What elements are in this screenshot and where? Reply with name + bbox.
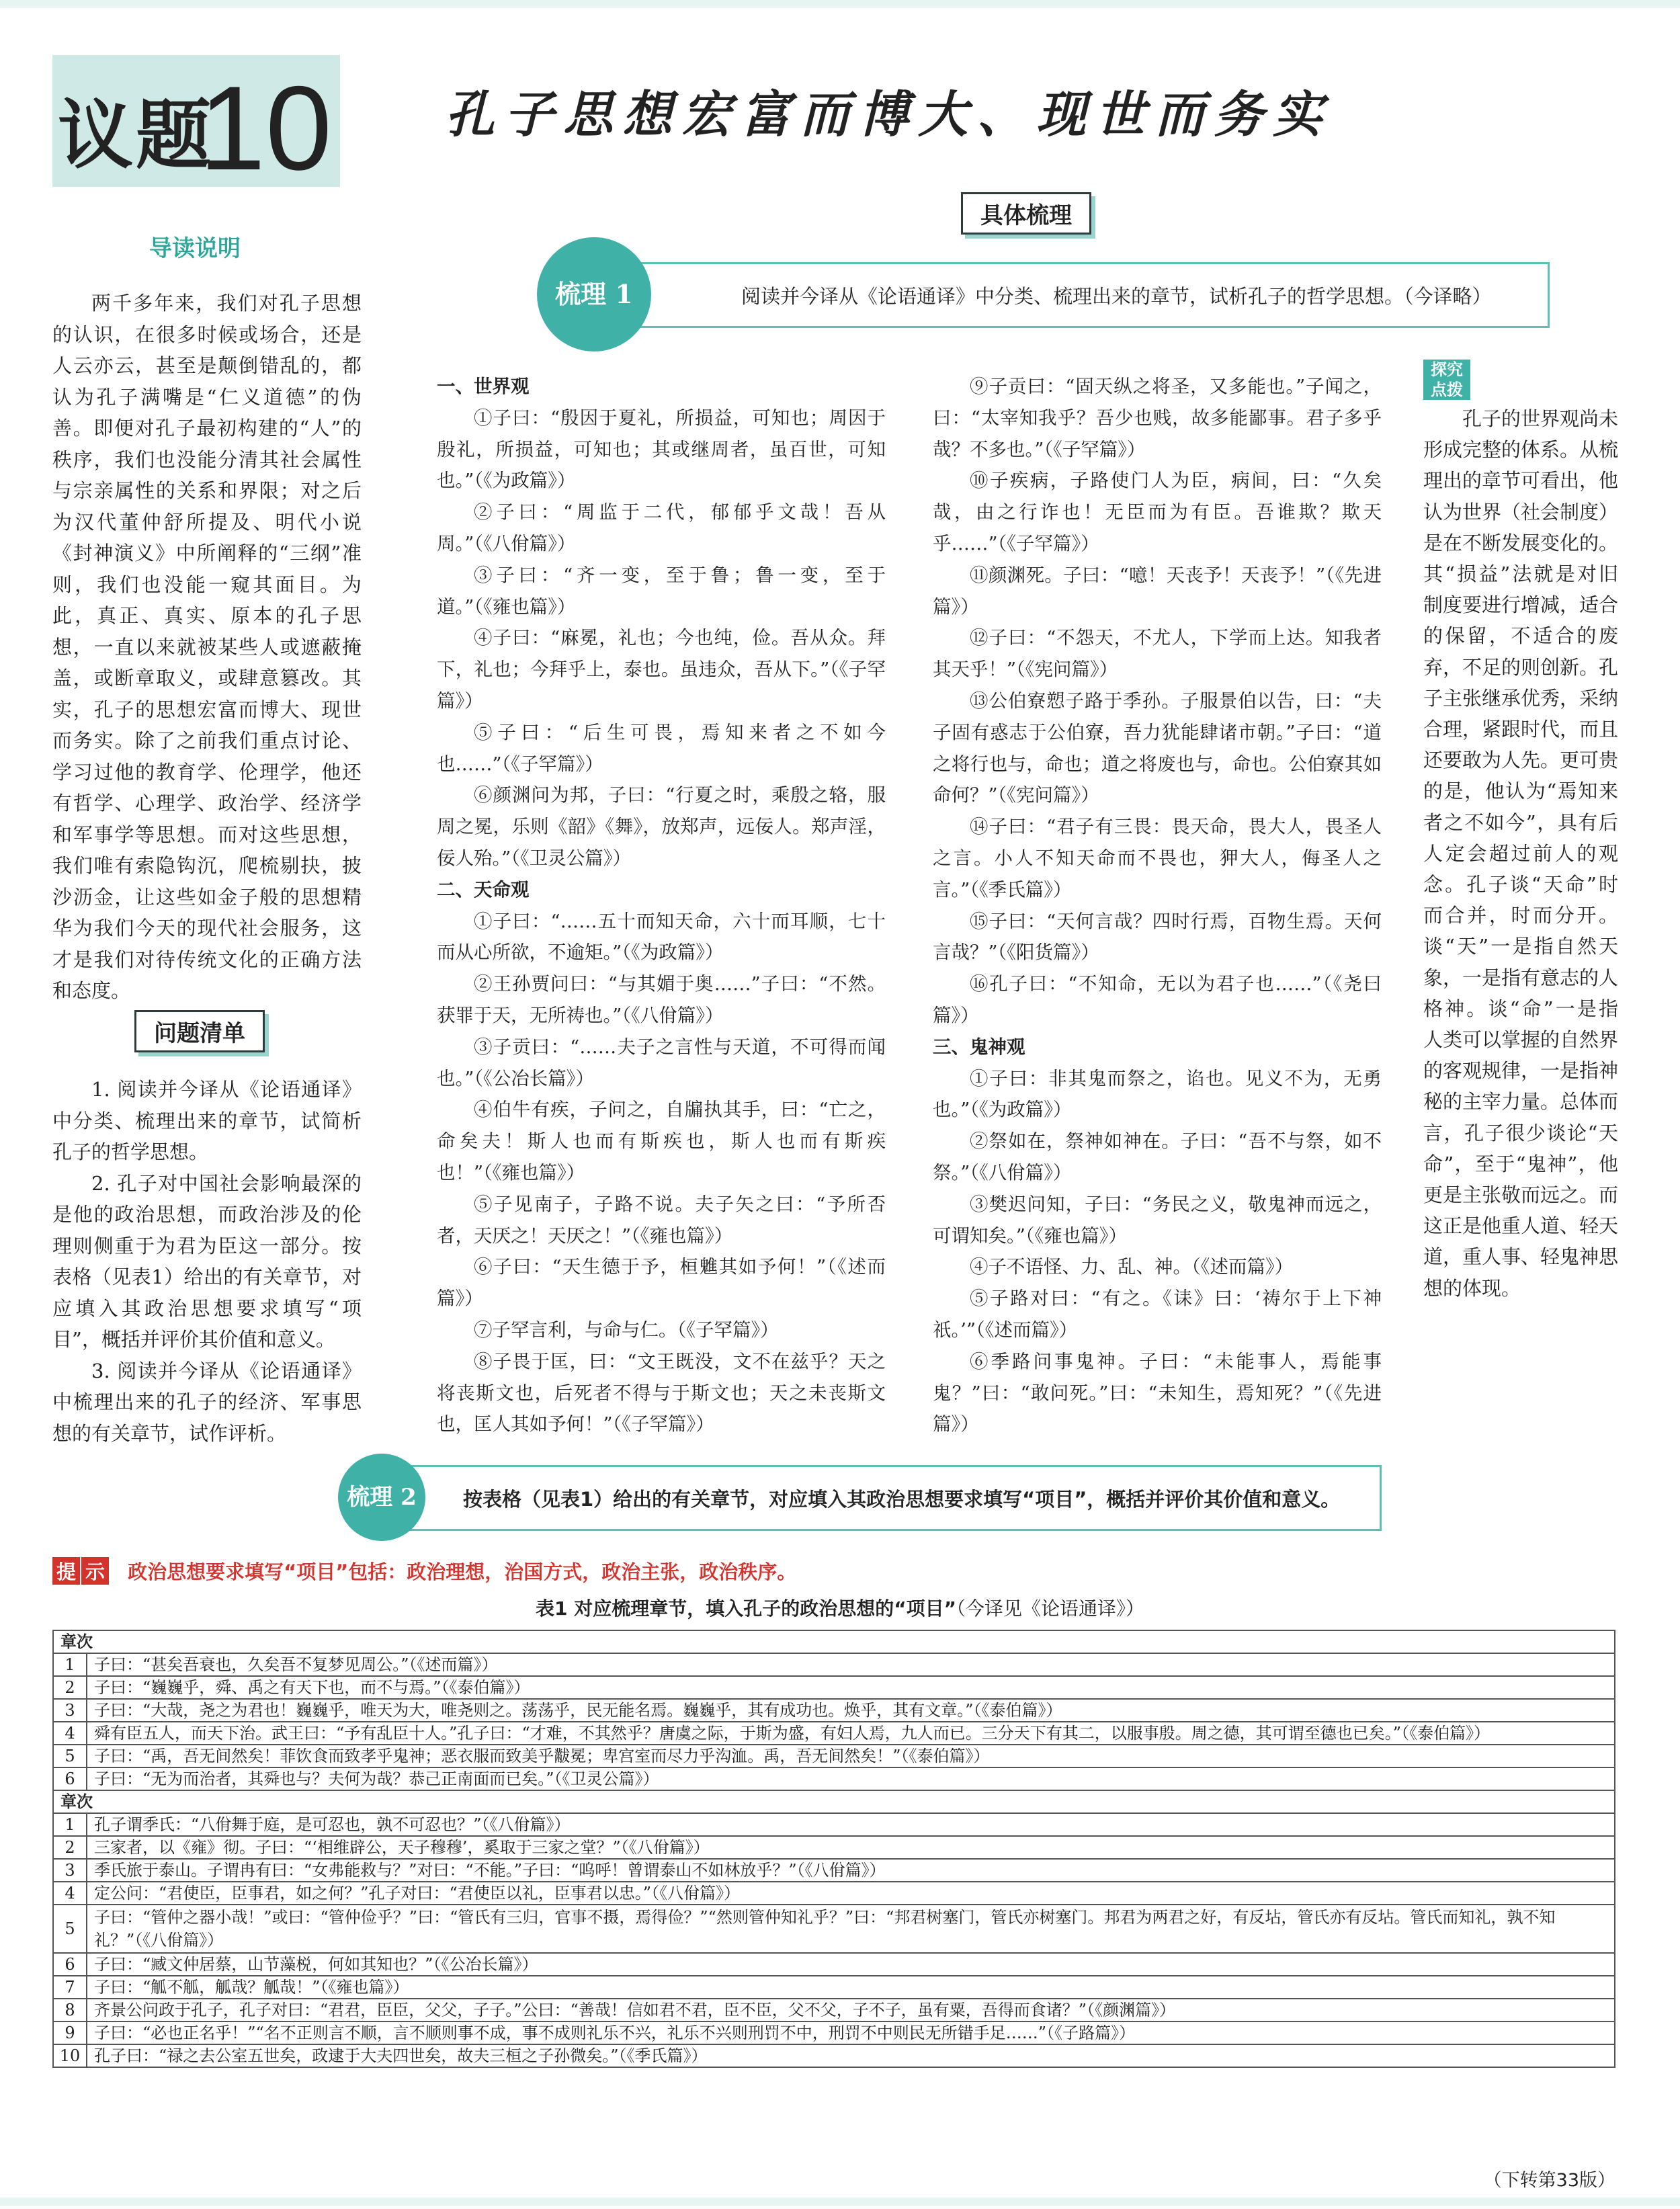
quote-paragraph: ⑥颜渊问为邦，子曰：“行夏之时，乘殷之辂，服周之冕，乐则《韶》《舞》，放郑声，远佞人。郑声淫，佞人殆。”（《卫灵公篇》） bbox=[437, 784, 886, 869]
shuli-2-text: 按表格（见表1）给出的有关章节，对应填入其政治思想要求填写“项目”，概括并评价其价值和意义。 bbox=[463, 1488, 1341, 1511]
topic-number: 10 bbox=[199, 61, 332, 195]
table-row bbox=[53, 1653, 1615, 1676]
quote-paragraph: ③子曰：“齐一变，至于鲁；鲁一变，至于道。”（《雍也篇》） bbox=[437, 564, 886, 618]
row-text: 季氏旅于泰山。子谓冉有曰：“女弗能救与？”对曰：“不能。”子曰：“呜呼！曾谓泰山不如林放乎？”（《八佾篇》） bbox=[87, 1859, 1615, 1882]
row-number: 2 bbox=[53, 1676, 87, 1699]
table-row bbox=[53, 1699, 1615, 1722]
top-stripe bbox=[0, 0, 1680, 8]
header-cell: 章次 bbox=[53, 1790, 1615, 1813]
quote-paragraph: ②王孙贾问曰：“与其媚于奥……”子曰：“不然。获罪于天，无所祷也。”（《八佾篇》） bbox=[437, 973, 886, 1026]
quote-paragraph: ⑬公伯寮愬子路于季孙。子服景伯以告，曰：“夫子固有惑志于公伯寮，吾力犹能肆诸市朝。”子曰：“道之将行也与，命也；道之将废也与，命也。公伯寮其如命何？”（《宪问篇》） bbox=[933, 690, 1382, 806]
side-note bbox=[1423, 403, 1618, 1304]
row-number: 3 bbox=[53, 1859, 87, 1882]
quote-paragraph: ③樊迟问知，子曰：“务民之义，敬鬼神而远之，可谓知矣。”（《雍也篇》） bbox=[933, 1193, 1382, 1247]
row-number: 5 bbox=[53, 1745, 87, 1767]
header-cell: 章次 bbox=[53, 1630, 1615, 1653]
row-text: 子曰：“禹，吾无间然矣！菲饮食而致孝乎鬼神；恶衣服而致美乎黻冕；卑宫室而尽力乎沟洫。禹，吾无间然矣！”（《泰伯篇》） bbox=[87, 1745, 1615, 1767]
topic-prefix: 议题 bbox=[58, 92, 214, 179]
philosophy-column-right bbox=[933, 371, 1382, 1440]
row-text: 舜有臣五人，而天下治。武王曰：“予有乱臣十人。”孔子曰：“才难，不其然乎？唐虞之际，于斯为盛，有妇人焉，九人而已。三分天下有其二，以服事殷。周之德，其可谓至德也已矣。”（《泰伯篇》） bbox=[87, 1722, 1615, 1745]
table-row bbox=[53, 1813, 1615, 1836]
tip-tag-1: 提 bbox=[52, 1557, 80, 1585]
table-row bbox=[53, 1836, 1615, 1859]
row-text: 孔子谓季氏：“八佾舞于庭，是可忍也，孰不可忍也？”（《八佾篇》） bbox=[87, 1813, 1615, 1836]
quote-paragraph: ①子曰：“……五十而知天命，六十而耳顺，七十而从心所欲，不逾矩。”（《为政篇》） bbox=[437, 910, 886, 964]
quote-paragraph: ④子曰：“麻冕，礼也；今也纯，俭。吾从众。拜下，礼也；今拜乎上，泰也。虽违众，吾从下。”（《子罕篇》） bbox=[437, 627, 886, 712]
table-row bbox=[53, 1722, 1615, 1745]
continued-note: （下转第33版） bbox=[1483, 2170, 1615, 2191]
quote-paragraph: ④伯牛有疾，子问之，自牖执其手，曰：“亡之，命矣夫！斯人也而有斯疾也，斯人也而有斯疾也！”（《雍也篇》） bbox=[437, 1099, 886, 1183]
row-number: 8 bbox=[53, 1999, 87, 2022]
table-row bbox=[53, 1676, 1615, 1699]
quote-paragraph: ⑤子曰：“后生可畏，焉知来者之不如今也……”（《子罕篇》） bbox=[437, 721, 886, 775]
row-number: 6 bbox=[53, 1767, 87, 1790]
wenti-heading: 问题清单 bbox=[134, 1010, 265, 1052]
quote-paragraph: ⑫子曰：“不怨天，不尤人，下学而上达。知我者其天乎！”（《宪问篇》） bbox=[933, 627, 1382, 681]
shuli-1-text: 阅读并今译从《论语通译》中分类、梳理出来的章节，试析孔子的哲学思想。（今译略） bbox=[741, 285, 1492, 308]
quote-paragraph: ⑭子曰：“君子有三畏：畏天命，畏大人，畏圣人之言。小人不知天命而不畏也，狎大人，侮圣人之言。”（《季氏篇》） bbox=[933, 816, 1382, 901]
tip-text: 政治思想要求填写“项目”包括：政治理想，治国方式，政治主张，政治秩序。 bbox=[128, 1560, 797, 1583]
row-number: 1 bbox=[53, 1653, 87, 1676]
row-number: 7 bbox=[53, 1976, 87, 1999]
row-text: 三家者，以《雍》彻。子曰：“‘相维辟公，天子穆穆’，奚取于三家之堂？”（《八佾篇》） bbox=[87, 1836, 1615, 1859]
quote-paragraph: ③子贡曰：“……夫子之言性与天道，不可得而闻也。”（《公冶长篇》） bbox=[437, 1036, 886, 1089]
table-row bbox=[53, 2022, 1615, 2044]
table-header-row bbox=[53, 1790, 1615, 1813]
shuli-1-box bbox=[555, 262, 1550, 328]
caption-main: 表1 对应梳理章节，填入孔子的政治思想的“项目” bbox=[535, 1597, 957, 1620]
table-row bbox=[53, 1859, 1615, 1882]
row-number: 1 bbox=[53, 1813, 87, 1836]
quote-paragraph: ④子不语怪、力、乱、神。（《述而篇》） bbox=[970, 1256, 1294, 1278]
tip-tag-2: 示 bbox=[81, 1557, 109, 1585]
tip bbox=[52, 1557, 796, 1585]
table-row bbox=[53, 1953, 1615, 1976]
table-row bbox=[53, 1976, 1615, 1999]
row-text: 子曰：“臧文仲居蔡，山节藻棁，何如其知也？”（《公冶长篇》） bbox=[87, 1953, 1615, 1976]
shuli-1-badge: 梳理 1 bbox=[537, 237, 651, 351]
wenti-item: 3. 阅读并今译从《论语通译》中梳理出来的孔子的经济、军事思想的有关章节，试作评析。 bbox=[52, 1359, 362, 1445]
quote-paragraph: ⑯孔子曰：“不知命，无以为君子也……”（《尧曰篇》） bbox=[933, 973, 1382, 1026]
shuli-2-box bbox=[347, 1465, 1382, 1531]
row-number: 3 bbox=[53, 1699, 87, 1722]
wenti-list bbox=[52, 1074, 362, 1449]
topic-box bbox=[52, 55, 340, 195]
daodu-paragraph: 两千多年来，我们对孔子思想的认识，在很多时候或场合，还是人云亦云，甚至是颠倒错乱的，都认为孔子满嘴是“仁义道德”的伪善。即便对孔子最初构建的“人”的秩序，我们也没能分清其社会属性与宗亲属性的关系和界限；对之后为汉代董仲舒所提及、明代小说《封神演义》中所阐释的“三纲”准则，我们也没能一窥其面目。为此，真正、真实、原本的孔子思想，一直以来就被某些人或遮蔽掩盖，或断章取义，或肆意篡改。其实，孔子的思想宏富而博大、现世而务实。除了之前我们重点讨论、学习过他的教育学、伦理学，他还有哲学、心理学、政治学、经济学和军事学等思想。而对这些思想，我们唯有索隐钩沉，爬梳剔抉，披沙沥金，让这些如金子般的思想精华为我们今天的现代社会服务，这才是我们对待传统文化的正确方法和态度。 bbox=[52, 292, 362, 1002]
bottom-stripe bbox=[0, 2198, 1680, 2206]
quote-paragraph: ②子曰：“周监于二代，郁郁乎文哉！吾从周。”（《八佾篇》） bbox=[437, 501, 886, 554]
quote-paragraph: ⑩子疾病，子路使门人为臣，病间，曰：“久矣哉，由之行诈也！无臣而为有臣。吾谁欺？欺天乎……”（《子罕篇》） bbox=[933, 470, 1382, 554]
row-text: 子曰：“必也正名乎！”“名不正则言不顺，言不顺则事不成，事不成则礼乐不兴，礼乐不兴则刑罚不中，刑罚不中则民无所错手足……”（《子路篇》） bbox=[87, 2022, 1615, 2044]
section-heading: 一、世界观 bbox=[437, 376, 530, 397]
row-number: 9 bbox=[53, 2022, 87, 2044]
row-number: 4 bbox=[53, 1722, 87, 1745]
row-text: 孔子曰：“禄之去公室五世矣，政逮于大夫四世矣，故夫三桓之子孙微矣。”（《季氏篇》） bbox=[87, 2044, 1615, 2067]
row-number: 6 bbox=[53, 1953, 87, 1976]
quote-paragraph: ②祭如在，祭神如神在。子曰：“吾不与祭，如不祭。”（《八佾篇》） bbox=[933, 1130, 1382, 1183]
row-number: 5 bbox=[53, 1905, 87, 1953]
section-heading: 三、鬼神观 bbox=[933, 1036, 1025, 1058]
politics-table bbox=[52, 1630, 1615, 2068]
philosophy-column-left bbox=[437, 371, 886, 1440]
quote-paragraph: ⑮子曰：“天何言哉？四时行焉，百物生焉。天何言哉？”（《阳货篇》） bbox=[933, 910, 1382, 964]
quote-paragraph: ⑥季路问事鬼神。子曰：“未能事人，焉能事鬼？”曰：“敢问死。”曰：“未知生，焉知死？”（《先进篇》） bbox=[933, 1350, 1382, 1435]
daodu-text bbox=[52, 288, 362, 1007]
wenti-item: 1. 阅读并今译从《论语通译》中分类、梳理出来的章节，试简析孔子的哲学思想。 bbox=[52, 1078, 362, 1163]
caption-note: （今译见《论语通译》） bbox=[956, 1597, 1145, 1620]
table-row bbox=[53, 1999, 1615, 2022]
row-text: 子曰：“管仲之器小哉！”或曰：“管仲俭乎？”曰：“管氏有三归，官事不摄，焉得俭？”“然则管仲知礼乎？”曰：“邦君树塞门，管氏亦树塞门。邦君为两君之好，有反坫，管氏亦有反坫。管氏而知礼，孰不知礼？”（《八佾篇》） bbox=[87, 1905, 1615, 1953]
quote-paragraph: ⑨子贡曰：“固天纵之将圣，又多能也。”子闻之，曰：“太宰知我乎？吾少也贱，故多能鄙事。君子多乎哉？不多也。”（《子罕篇》） bbox=[933, 376, 1382, 460]
row-text: 子曰：“觚不觚，觚哉？觚哉！”（《雍也篇》） bbox=[87, 1976, 1615, 1999]
row-number: 10 bbox=[53, 2044, 87, 2067]
quote-paragraph: ①子曰：非其鬼而祭之，谄也。见义不为，无勇也。”（《为政篇》） bbox=[933, 1067, 1382, 1121]
quote-paragraph: ⑥子曰：“天生德于予，桓魋其如予何！”（《述而篇》） bbox=[437, 1256, 886, 1310]
quote-paragraph: ⑤子路对曰：“有之。《诔》曰：‘祷尔于上下神祇。’”（《述而篇》） bbox=[933, 1288, 1382, 1341]
quote-paragraph: ⑧子畏于匡，曰：“文王既没，文不在兹乎？天之将丧斯文也，后死者不得与于斯文也；天之未丧斯文也，匡人其如予何！”（《子罕篇》） bbox=[437, 1350, 886, 1435]
table-row bbox=[53, 1905, 1615, 1953]
shuli-2-badge: 梳理 2 bbox=[338, 1454, 425, 1541]
quote-paragraph: ①子曰：“殷因于夏礼，所损益，可知也；周因于殷礼，所损益，可知也；其或继周者，虽百世，可知也。”（《为政篇》） bbox=[437, 407, 886, 492]
table-header-row bbox=[53, 1630, 1615, 1653]
row-text: 子曰：“大哉，尧之为君也！巍巍乎，唯天为大，唯尧则之。荡荡乎，民无能名焉。巍巍乎，其有成功也。焕乎，其有文章。”（《泰伯篇》） bbox=[87, 1699, 1615, 1722]
table-row bbox=[53, 1745, 1615, 1767]
daodu-heading: 导读说明 bbox=[149, 235, 241, 262]
side-tag: 探究点拨 bbox=[1423, 360, 1470, 400]
quote-paragraph: ⑦子罕言利，与命与仁。（《子罕篇》） bbox=[474, 1319, 779, 1341]
juti-heading: 具体梳理 bbox=[961, 192, 1091, 235]
table-row bbox=[53, 1767, 1615, 1790]
quote-paragraph: ⑤子见南子，子路不说。夫子矢之曰：“予所否者，天厌之！天厌之！”（《雍也篇》） bbox=[437, 1193, 886, 1247]
table-row bbox=[53, 2044, 1615, 2067]
row-text: 子曰：“巍巍乎，舜、禹之有天下也，而不与焉。”（《泰伯篇》） bbox=[87, 1676, 1615, 1699]
section-heading: 二、天命观 bbox=[437, 878, 530, 901]
row-text: 子曰：“无为而治者，其舜也与？夫何为哉？恭己正南面而已矣。”（《卫灵公篇》） bbox=[87, 1767, 1615, 1790]
quote-paragraph: ⑪颜渊死。子曰：“噫！天丧予！天丧予！”（《先进篇》） bbox=[933, 564, 1382, 618]
row-number: 2 bbox=[53, 1836, 87, 1859]
wenti-item: 2. 孔子对中国社会影响最深的是他的政治思想，而政治涉及的伦理则侧重于为君为臣这一部分。按表格（见表1）给出的有关章节，对应填入其政治思想要求填写“项目”，概括并评价其价值和意义。 bbox=[52, 1171, 362, 1351]
row-text: 子曰：“甚矣吾衰也，久矣吾不复梦见周公。”（《述而篇》） bbox=[87, 1653, 1615, 1676]
side-paragraph: 孔子的世界观尚未形成完整的体系。从梳理出的章节可看出，他认为世界（社会制度）是在不断发展变化的。其“损益”法就是对旧制度要进行增减，适合的保留，不适合的废弃，不足的则创新。孔子主张继承优秀，采纳合理，紧跟时代，而且还要敢为人先。更可贵的是，他认为“焉知来者之不如今”，具有后人定会超过前人的观念。孔子谈“天命”时而合并，时而分开。谈“天”一是指自然天象，一是指有意志的人格神。谈“命”一是指人类可以掌握的自然界的客观规律，一是指神秘的主宰力量。总体而言，孔子很少谈论“天命”，至于“鬼神”，他更是主张敬而远之。而这正是他重人道、轻天道，重人事、轻鬼神思想的体现。 bbox=[1423, 407, 1619, 1300]
row-number: 4 bbox=[53, 1882, 87, 1905]
table-row bbox=[53, 1882, 1615, 1905]
table-caption bbox=[0, 1594, 1680, 1621]
page-title: 孔子思想宏富而博大、现世而务实 bbox=[445, 86, 1332, 144]
row-text: 定公问：“君使臣，臣事君，如之何？”孔子对曰：“君使臣以礼，臣事君以忠。”（《八佾篇》） bbox=[87, 1882, 1615, 1905]
row-text: 齐景公问政于孔子，孔子对曰：“君君，臣臣，父父，子子。”公曰：“善哉！信如君不君，臣不臣，父不父，子不子，虽有粟，吾得而食诸？”（《颜渊篇》） bbox=[87, 1999, 1615, 2022]
